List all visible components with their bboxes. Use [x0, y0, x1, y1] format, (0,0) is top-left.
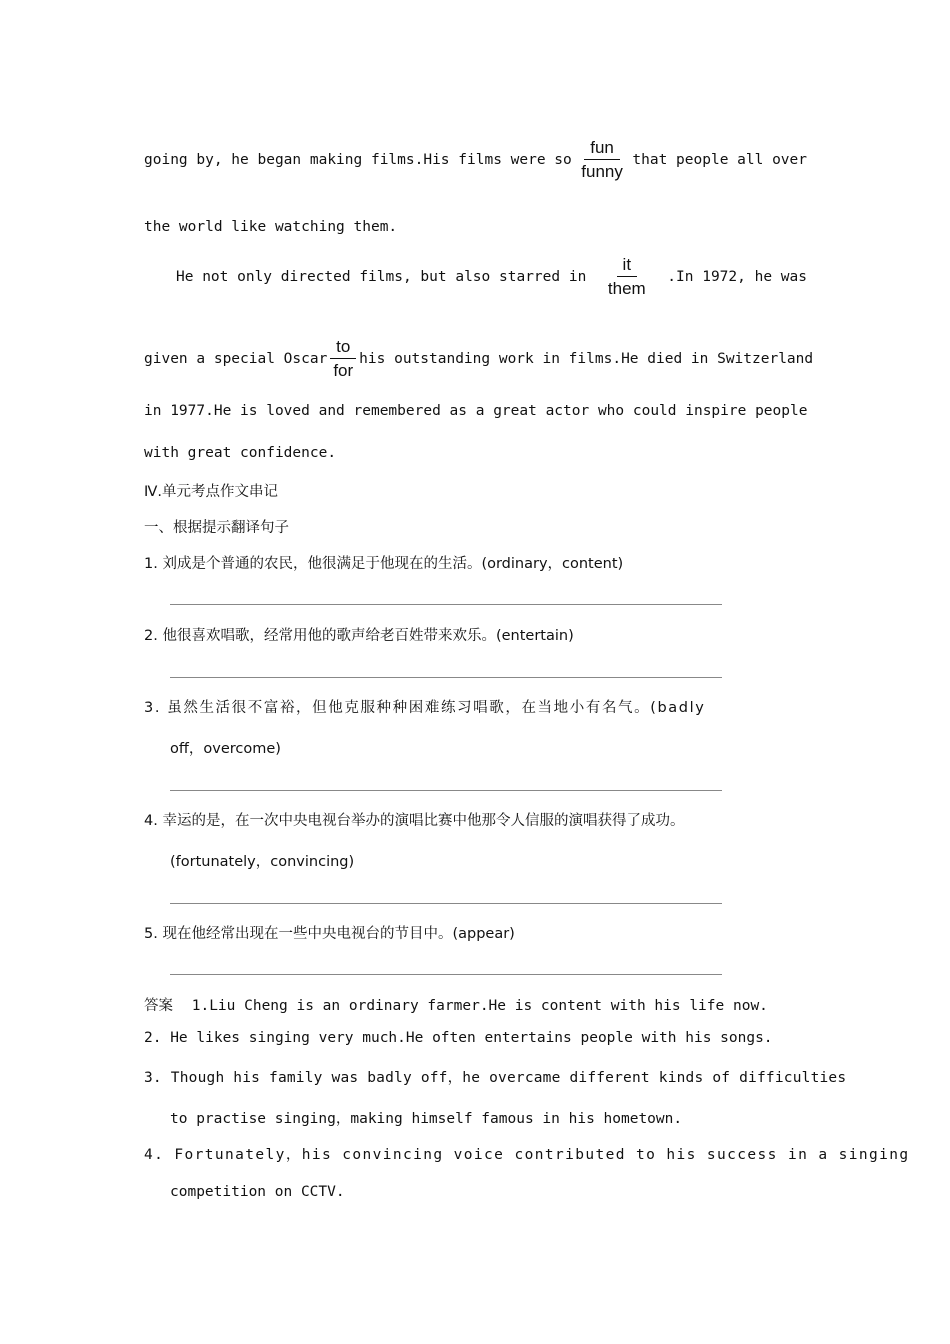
answer-blank-line: [170, 677, 722, 678]
question-4-line-2: (fortunately，convincing): [170, 854, 355, 870]
choice-option: for: [333, 361, 354, 381]
passage-line-4: [144, 336, 814, 382]
answer-2: 2. He likes singing very much.He often entertains people with his songs.: [144, 1030, 773, 1046]
passage-text: going by, he began making films.His films were so: [144, 151, 572, 168]
section-heading: Ⅳ.单元考点作文串记: [144, 484, 278, 500]
answer-blank-line: [170, 903, 722, 904]
word-choice-to-for: [327, 336, 359, 382]
question-1: 1. 刘成是个普通的农民，他很满足于他现在的生活。(ordinary，content): [144, 556, 624, 572]
passage-text: given a special Oscar: [144, 350, 328, 367]
question-2: 2. 他很喜欢唱歌，经常用他的歌声给老百姓带来欢乐。(entertain): [144, 628, 574, 644]
choice-option: fun: [584, 137, 620, 160]
passage-line-5: in 1977.He is loved and remembered as a great actor who could inspire people: [144, 403, 808, 419]
answer-label: 答案: [144, 998, 173, 1014]
question-3-line-1: 3. 虽然生活很不富裕，但他克服种种困难练习唱歌，在当地小有名气。(badly: [144, 700, 706, 716]
answer-blank-line: [170, 604, 722, 605]
question-3-line-2: off，overcome): [170, 741, 281, 757]
answer-4-line-2: competition on CCTV.: [170, 1184, 345, 1200]
passage-line-2: the world like watching them.: [144, 219, 398, 235]
answer-3-line-1: 3. Though his family was badly off，he overcame different kinds of difficulties: [144, 1070, 847, 1086]
passage-text: He not only directed films, but also starred in: [176, 268, 587, 285]
choice-option: funny: [581, 162, 623, 182]
passage-line-3: [176, 254, 807, 300]
answer-3-line-2: to practise singing，making himself famous in his hometown.: [170, 1111, 683, 1127]
choice-option: it: [617, 254, 638, 277]
passage-line-1: [144, 137, 807, 183]
answer-1: [144, 994, 807, 1015]
answer-blank-line: [170, 790, 722, 791]
answer-4-line-1: 4. Fortunately，his convincing voice contributed to his success in a singing: [144, 1147, 910, 1163]
answer-blank-line: [170, 974, 722, 975]
choice-option: to: [330, 336, 356, 359]
passage-line-6: with great confidence.: [144, 445, 337, 461]
section-subheading: 一、根据提示翻译句子: [144, 520, 289, 536]
choice-option: them: [607, 279, 646, 299]
word-choice-it-them: [602, 254, 652, 300]
question-4-line-1: 4. 幸运的是，在一次中央电视台举办的演唱比赛中他那令人信服的演唱获得了成功。: [144, 813, 685, 829]
passage-text: his outstanding work in films.He died in Switzerland: [359, 350, 814, 367]
question-5: 5. 现在他经常出现在一些中央电视台的节目中。(appear): [144, 926, 515, 942]
passage-text: that people all over: [632, 151, 807, 168]
answer-text: 1.Liu Cheng is an ordinary farmer.He is content with his life now.: [191, 998, 768, 1014]
word-choice-fun-funny: [575, 137, 629, 183]
passage-text: .In 1972, he was: [667, 268, 807, 285]
